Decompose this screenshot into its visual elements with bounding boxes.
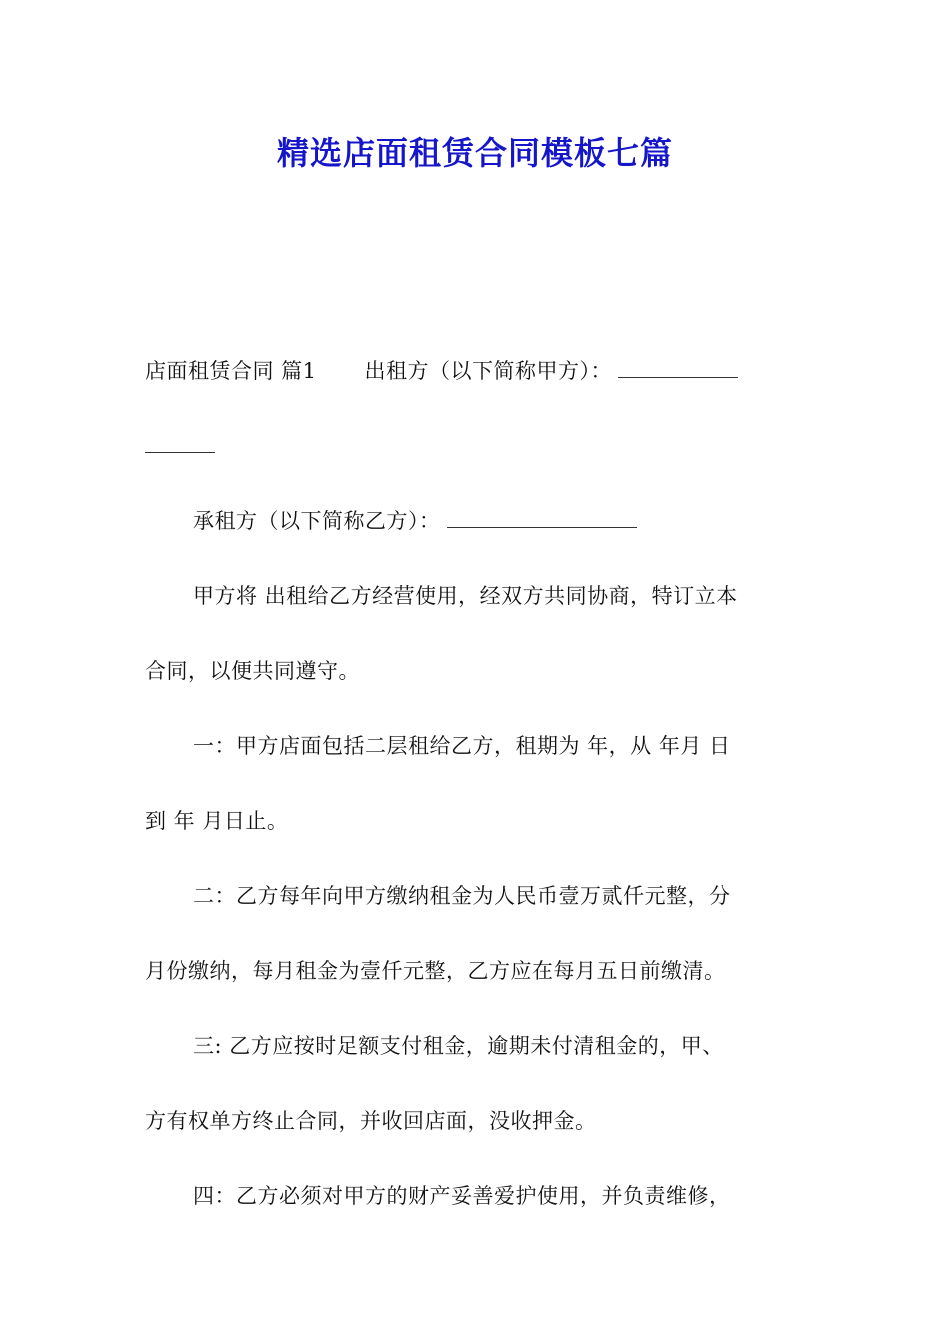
- lessee-blank: [447, 499, 637, 528]
- lessee-label: 承租方（以下简称乙方）：: [193, 509, 441, 533]
- clause-1-line-2: 到 年 月日止。: [145, 809, 289, 833]
- clause-2-line-1: 二：乙方每年向甲方缴纳租金为人民币壹万贰仟元整，分: [193, 884, 731, 908]
- lessor-blank-continued: [145, 424, 215, 453]
- clause-1-line-1: 一：甲方店面包括二层租给乙方，租期为 年，从 年月 日: [193, 734, 731, 758]
- lessee-line: [145, 484, 807, 559]
- lessor-blank-continued-line: [145, 409, 807, 484]
- intro-paragraph-line-1: 甲方将 出租给乙方经营使用，经双方共同协商，特订立本: [193, 584, 738, 608]
- lessor-line: [145, 334, 807, 409]
- clause-3-line-1: 三: 乙方应按时足额支付租金，逾期未付清租金的，甲、: [193, 1034, 724, 1058]
- lessor-blank: [618, 349, 738, 378]
- document-body: [145, 334, 807, 1234]
- intro-paragraph-line-2: 合同，以便共同遵守。: [145, 659, 360, 683]
- document-title: 精选店面租赁合同模板七篇: [276, 134, 673, 172]
- clause-2-line-2: 月份缴纳，每月租金为壹仟元整，乙方应在每月五日前缴清。: [145, 959, 726, 983]
- clause-4-line-1: 四：乙方必须对甲方的财产妥善爱护使用，并负责维修，: [193, 1184, 731, 1208]
- clause-3-line-2: 方有权单方终止合同，并收回店面，没收押金。: [145, 1109, 597, 1133]
- section-label: 店面租赁合同 篇1: [145, 359, 317, 383]
- lessor-label: 出租方（以下简称甲方）：: [364, 359, 613, 383]
